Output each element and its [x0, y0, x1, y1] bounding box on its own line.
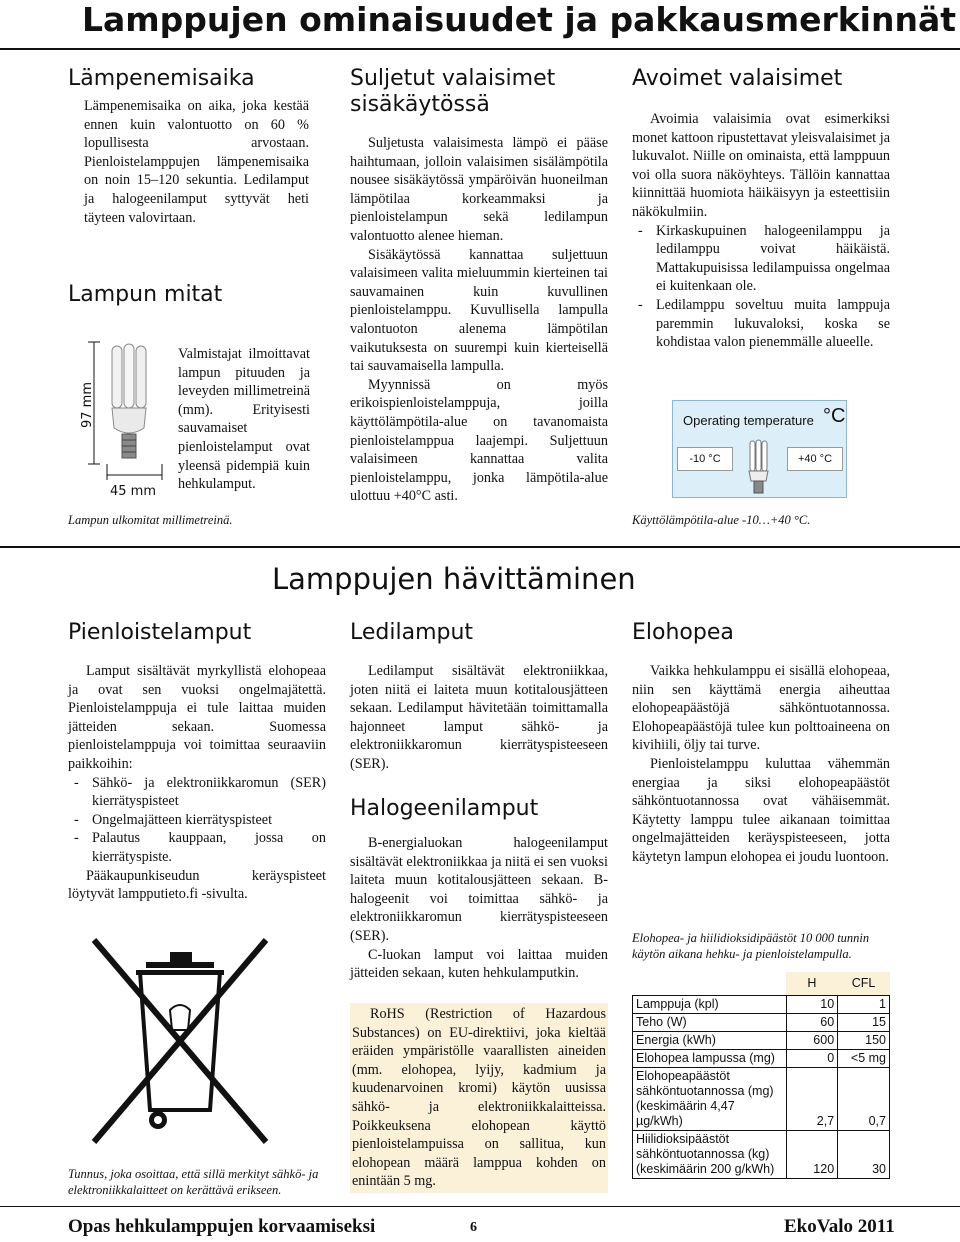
operating-temperature-box — [672, 400, 847, 498]
table-cell-cfl: 1 — [838, 996, 890, 1014]
page-title: Lamppujen ominaisuudet ja pakkausmerkinnät — [82, 0, 957, 39]
heading-line: Suljetut valaisimet — [350, 66, 556, 91]
paragraph: Sisäkäytössä kannattaa suljettuun valaisimeen valita mieluummin kierteinen tai sauvamainen kuin kuvullinen pienloistelamppu. Kuvullisella lampulla valontuoton alenema lämpötilan vaikutuksesta on suurempi kuin kierteisellä tai sauvamaisella lampulla. — [350, 246, 608, 375]
list-item: - Kirkaskupuinen halogeenilamppu ja ledilamppu voivat häikäistä. Mattakupuisissa ledilampuissa ongelmaa ei kuitenkaan ole. — [632, 222, 890, 296]
table-cell-label: Elohopeapäästöt sähköntuotannossa (mg) (keskimäärin 4,47 µg/kWh) — [633, 1068, 787, 1131]
paragraph: RoHS (Restriction of Hazardous Substances) on EU-direktiivi, joka kieltää eräiden ympäristölle vaarallisten aineiden (mm. elohopea, lyijy, kadmium ja kuudenarvoinen kromi) käytön uusissa sähkö- ja elektroniikkalaitteissa. Poikkeuksena elohopean käyttö pienloistelampuissa on sallitua, kun elohopean määrä lamppua kohden on enintään 5 mg. — [352, 1006, 606, 1190]
caption-lampun-mitat: Lampun ulkomitat millimetreinä. — [68, 513, 233, 527]
paragraph: Avoimia valaisimia ovat esimerkiksi monet kattoon ripustettavat yleisvalaisimet ja lukuvalot. Niille on ominaista, että lamppuun voi olla suora näköyhteys. Tällöin kannattaa kiinnittää huomiota häikäisyyn ja esteettisiin näkökulmiin. — [632, 111, 890, 220]
paragraph: Myynnissä on myös erikoispienloistelamppuja, joilla käyttölämpötila-alue on tavanomaista pienloistelamppua laajempi. Suljettuun valaisimeen kannattaa valita pienloistelamppu, jonka lämpötila-alue ulottuu +40°C asti. — [350, 376, 608, 505]
temp-max: +40 °C — [787, 447, 843, 471]
paragraph: Lämpenemisaika on aika, joka kestää ennen kuin valontuotto on 60 % lopullisesta arvostaan. Pienloistelamppujen lämpenemisaika on noin 15–120 sekuntia. Ledilamput ja halogeenilamput syttyvät heti täyteen valovirtaan. — [84, 98, 309, 226]
width-dimension-label: 45 mm — [110, 484, 157, 499]
list-item: - Palautus kauppaan, jossa on kierrätyspiste. — [68, 829, 326, 866]
heading-lampun-mitat: Lampun mitat — [68, 282, 223, 307]
table-row — [633, 1014, 890, 1032]
table-header-h: H — [786, 972, 838, 996]
footer-left: Opas hehkulamppujen korvaamiseksi — [68, 1216, 376, 1237]
table-row — [633, 1050, 890, 1068]
table-cell-h: 600 — [786, 1032, 838, 1050]
paragraph: Vaikka hehkulamppu ei sisällä elohopeaa, niin sen käyttämä energia aiheuttaa elohopeapäästöjä sähköntuotannossa. Elohopeapäästöjä tulee kun polttoaineena on kivihiili, öljy tai turve. — [632, 663, 890, 754]
table-cell-h: 0 — [786, 1050, 838, 1068]
heading-lampenemisaika: Lämpenemisaika — [68, 66, 255, 91]
heading-suljetut — [350, 66, 555, 118]
table-cell-cfl: <5 mg — [838, 1050, 890, 1068]
section-rule — [0, 546, 960, 548]
paragraph: Lamput sisältävät myrkyllistä elohopeaa ja ovat sen vuoksi ongelmajätettä. Pienloistelamppuja ei tule laittaa muiden jätteiden sekaan. Suomessa pienloistelamppuja voi toimittaa seuraaviin paikkoihin: — [68, 663, 326, 772]
table-row — [633, 1068, 890, 1131]
table-row — [633, 1032, 890, 1050]
text-ledilamput — [350, 662, 608, 774]
heading-avoimet: Avoimet valaisimet — [632, 66, 843, 91]
crossed-out-wheelie-bin-icon — [80, 930, 280, 1150]
heading-halogeenilamput: Halogeenilamput — [350, 796, 539, 821]
footer-right: EkoValo 2011 — [784, 1216, 895, 1237]
table-row — [633, 996, 890, 1014]
table-cell-h: 10 — [786, 996, 838, 1014]
paragraph: Ledilamput sisältävät elektroniikkaa, joten niitä ei laiteta muun kotitalousjätteen sekaan. Ledilamput hävitetään toimittamalla hajonneet lamput sähkö- ja elektroniikkaromun kierrätyspisteeseen (SER). — [350, 663, 608, 772]
heading-line: sisäkäytössä — [350, 92, 490, 117]
lamp-icon — [112, 344, 146, 458]
text-elohopea — [632, 662, 890, 867]
caption-elohopea-table: Elohopea- ja hiilidioksidipäästöt 10 000 tunnin käytön aikana hehku- ja pienloistelampulla. — [632, 931, 870, 961]
table-cell-h: 2,7 — [786, 1068, 838, 1131]
text-pienloistelamput — [68, 662, 326, 904]
list-item: - Ongelmajätteen kierrätyspisteet — [68, 811, 326, 830]
temp-box-unit: °C — [823, 405, 846, 427]
heading-elohopea: Elohopea — [632, 620, 734, 645]
table-cell-label: Lamppuja (kpl) — [633, 996, 787, 1014]
temp-box-title: Operating temperature — [683, 413, 814, 428]
table-header-row — [633, 972, 890, 996]
table-cell-label: Teho (W) — [633, 1014, 787, 1032]
small-lamp-icon — [745, 439, 773, 495]
paragraph: Pääkaupunkiseudun keräyspisteet löytyvät lampputieto.fi -sivulta. — [68, 867, 326, 903]
page-number: 6 — [470, 1220, 477, 1235]
table-cell-cfl: 15 — [838, 1014, 890, 1032]
paragraph: Valmistajat ilmoittavat lampun pituuden ja leveyden millimetreinä (mm). Erityisesti sauvamaiset pienloistelamput ovat yleensä pidempiä kuin hehkulamput. — [178, 346, 310, 493]
text-suljetut — [350, 134, 608, 506]
heading-pienloistelamput: Pienloistelamput — [68, 620, 252, 645]
section-title-havittaminen: Lamppujen hävittäminen — [272, 562, 636, 596]
table-cell-cfl: 150 — [838, 1032, 890, 1050]
paragraph: Suljetusta valaisimesta lämpö ei pääse haihtumaan, jolloin valaisimen sisälämpötila nousee sisäkäytössä ympäröivän huoneilman lämpötilaa korkeammaksi ja pienloistelampun sekä ledilampun valontuotto alenee hieman. — [350, 135, 608, 244]
caption-weee: Tunnus, joka osoittaa, että sillä merkityt sähkö- ja elektroniikkalaitteet on kerättävä erikseen. — [68, 1167, 319, 1197]
height-dimension-label: 97 mm — [80, 381, 95, 428]
table-cell-h: 60 — [786, 1014, 838, 1032]
heading-ledilamput: Ledilamput — [350, 620, 474, 645]
list-item: - Ledilamppu soveltuu muita lamppuja paremmin lukuvaloksi, koska se kohdistaa valon pienemmälle alueelle. — [632, 296, 890, 352]
table-header-cfl: CFL — [838, 972, 890, 996]
title-rule — [0, 48, 960, 50]
table-cell-label: Hiilidioksipäästöt sähköntuotannossa (kg) (keskimäärin 200 g/kWh) — [633, 1131, 787, 1179]
text-halogeenilamput — [350, 834, 608, 983]
text-lampenemisaika — [84, 97, 309, 227]
paragraph: Pienloistelamppu kuluttaa vähemmän energiaa ja siksi elohopeapäästöt sähköntuotannossa ovat vähäisemmät. Käytetty lamppu tulee aikanaan toimittaa ongelmajätteiden keräyspisteeseen, jotta käytetyn lampun elohopea ei joudu luontoon. — [632, 755, 890, 865]
footer-rule — [0, 1206, 960, 1207]
caption-avoimet: Käyttölämpötila-alue -10…+40 °C. — [632, 513, 811, 527]
paragraph: B-energialuokan halogeenilamput sisältävät elektroniikkaa ja niitä ei sen vuoksi laiteta muun kotitalousjätteen sekaan. B-halogeenit voi toimittaa sähkö- ja elektroniikkaromun kierrätyspisteeseen (SER). — [350, 835, 608, 944]
avoimet-list — [632, 222, 890, 352]
paragraph: C-luokan lamput voi laittaa muiden jätteiden sekaan, kuten hehkulamputkin. — [350, 946, 608, 982]
table-cell-label: Energia (kWh) — [633, 1032, 787, 1050]
table-cell-cfl: 30 — [838, 1131, 890, 1179]
table-cell-label: Elohopea lampussa (mg) — [633, 1050, 787, 1068]
pienloistelamput-list — [68, 774, 326, 867]
mercury-co2-table — [632, 972, 890, 1179]
table-row — [633, 1131, 890, 1179]
table-corner — [633, 972, 787, 996]
text-lampun-mitat — [178, 345, 310, 494]
table-cell-cfl: 0,7 — [838, 1068, 890, 1131]
temp-min: -10 °C — [677, 447, 733, 471]
list-item: - Sähkö- ja elektroniikkaromun (SER) kierrätyspisteet — [68, 774, 326, 811]
table-cell-h: 120 — [786, 1131, 838, 1179]
text-avoimet — [632, 110, 890, 352]
rohs-box — [350, 1003, 608, 1193]
